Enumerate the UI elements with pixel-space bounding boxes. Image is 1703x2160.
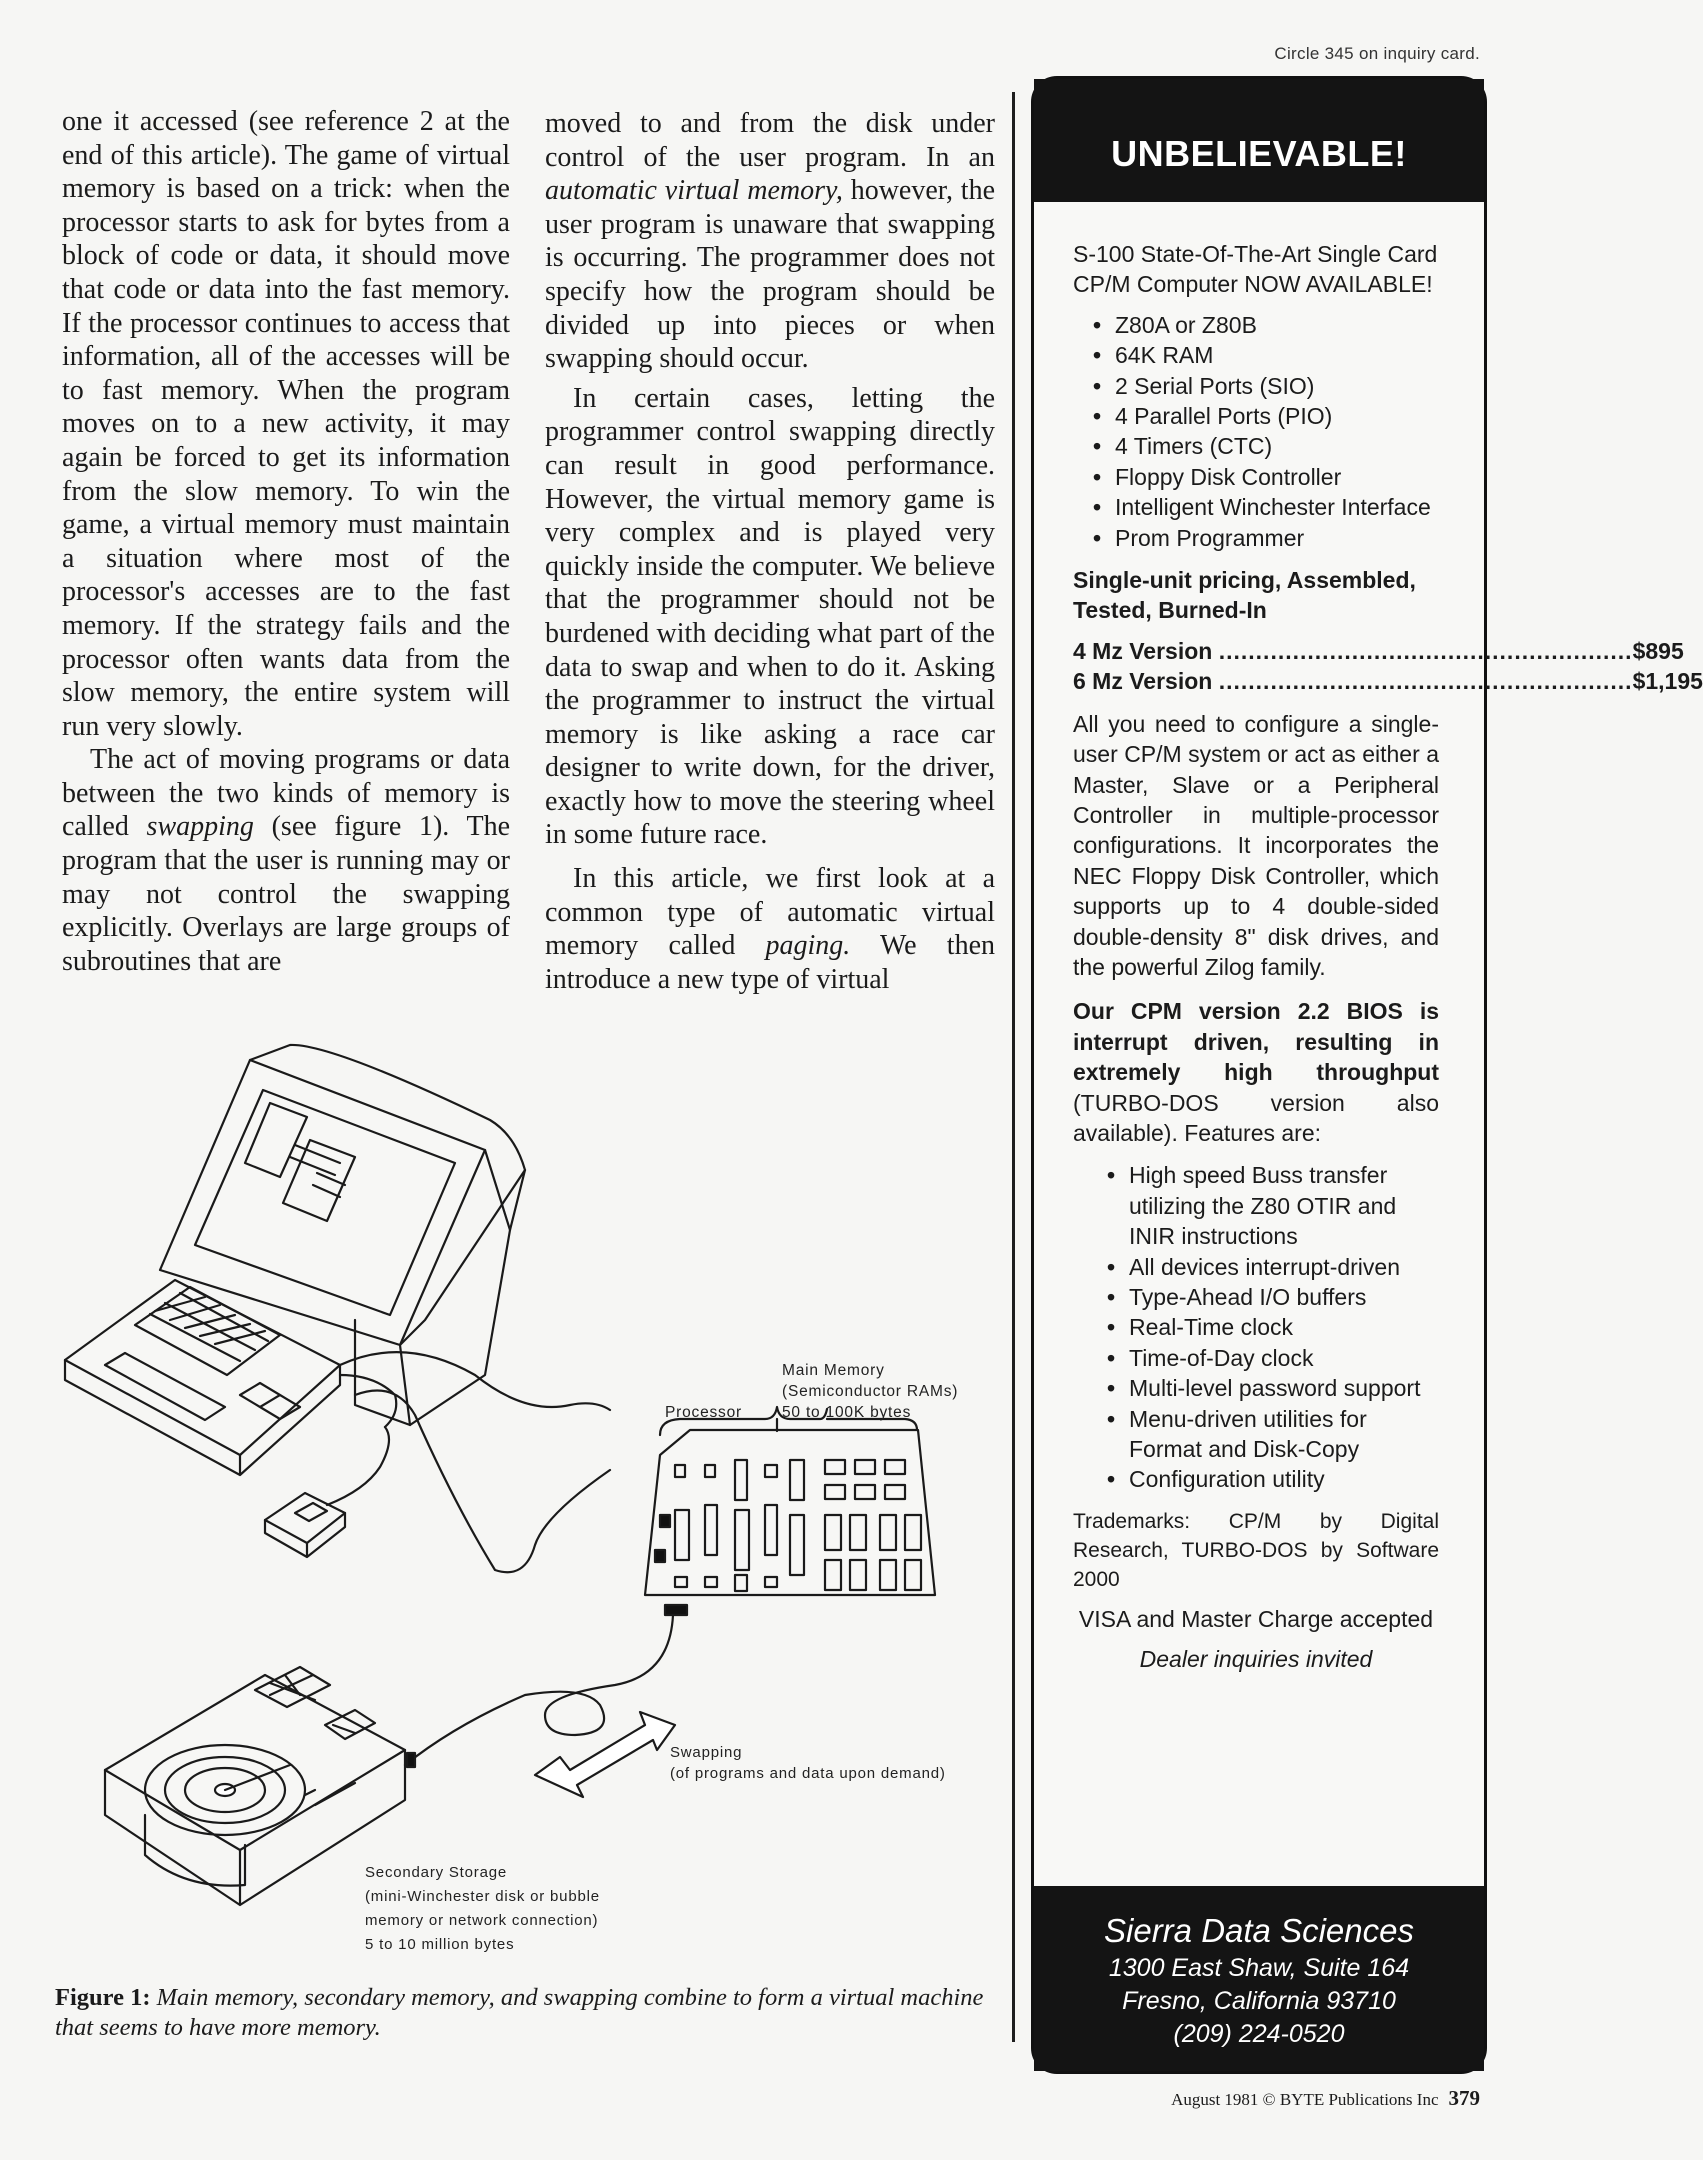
price-row (1073, 636, 1684, 666)
ad-bios-rest: (TURBO-DOS version also available). Features are: (1073, 1089, 1439, 1146)
company-name: Sierra Data Sciences (1104, 1912, 1414, 1949)
caption-label: Figure 1: (55, 1984, 151, 2011)
ad-feature-list (1073, 310, 1439, 553)
feature-item: • Multi-level password support (1107, 1373, 1439, 1403)
page-footer (1120, 2086, 1480, 2111)
feature-item: • Z80A or Z80B (1093, 310, 1439, 340)
ad-intro: S-100 State-Of-The-Art Single Card CP/M Computer NOW AVAILABLE! (1073, 241, 1438, 298)
ad-pricing-heading: Single-unit pricing, Assembled, Tested, Burned-In (1073, 567, 1416, 624)
secondary-storage-type-2: memory or network connection) (365, 1912, 599, 1929)
main-memory-board-icon (645, 1407, 935, 1615)
price-label: 6 Mz Version (1073, 668, 1219, 695)
article-column-2 (545, 107, 995, 996)
price-label: 4 Mz Version (1073, 637, 1219, 664)
swapping-arrow-icon (535, 1712, 675, 1797)
article-paragraph: In certain cases, letting the programmer control swapping directly can result in good performance. However, the virtual memory game is very complex and is played very quickly inside the computer. We believe that the programmer should not be burdened with deciding what part of the data to swap and when to do it. Asking the programmer to instruct the virtual memory is like asking a race car designer to write down, for the driver, exactly how to move the steering wheel in some future race. (545, 382, 995, 851)
processor-label: Processor (665, 1404, 742, 1421)
page-number: 379 (1448, 2086, 1480, 2110)
feature-item: • 2 Serial Ports (SIO) (1093, 371, 1439, 401)
main-memory-type: (Semiconductor RAMs) (782, 1383, 959, 1400)
figure-illustration (55, 1035, 1015, 1975)
feature-item: • Intelligent Winchester Interface (1093, 492, 1439, 522)
company-address-2: Fresno, California 93710 (1122, 1987, 1396, 2015)
secondary-storage-label: Secondary Storage (365, 1864, 508, 1881)
ad-headline: UNBELIEVABLE! (1034, 79, 1484, 202)
feature-item: • Real-Time clock (1107, 1312, 1439, 1342)
feature-item: • Configuration utility (1107, 1464, 1439, 1494)
feature-item: • Time-of-Day clock (1107, 1343, 1439, 1373)
text-run: moved to and from the disk under control of the user program. In an (545, 108, 995, 173)
company-phone: (209) 224-0520 (1173, 2020, 1345, 2048)
ad-footer (1034, 1886, 1484, 2071)
text-run: The act of moving programs or data between the two kinds of memory is called (62, 744, 510, 843)
secondary-storage-size: 5 to 10 million bytes (365, 1936, 515, 1953)
ad-description: All you need to configure a single-user CP/M system or act as either a Master, Slave or a Peripheral Controller in multiple-processor configurations. It incorporates the NEC Floppy Disk Controller, which supports up to 4 double-sided double-density 8" disk drives, and the powerful Zilog family. (1073, 710, 1439, 980)
main-memory-size: 50 to 100K bytes (782, 1404, 912, 1421)
feature-item: • Type-Ahead I/O buffers (1107, 1282, 1439, 1312)
figure-caption (55, 1983, 1005, 2043)
term-swapping: swapping (146, 811, 254, 843)
swapping-label: Swapping (670, 1744, 743, 1761)
article-paragraph (62, 743, 510, 978)
caption-text: Main memory, secondary memory, and swapping combine to form a virtual machine that seems to have more memory. (55, 1984, 984, 2041)
ad-bios (1073, 996, 1439, 1148)
ad-bios-feature-list (1073, 1160, 1439, 1494)
article-paragraph (545, 107, 995, 376)
ad-price-list (1073, 636, 1703, 697)
footer-text: August 1981 © BYTE Publications Inc (1171, 2090, 1439, 2109)
ad-bios-bold: Our CPM version 2.2 BIOS is interrupt driven, resulting in extremely high throughput (1073, 998, 1439, 1086)
secondary-storage-type: (mini-Winchester disk or bubble (365, 1888, 600, 1905)
figure-1 (55, 1035, 1015, 1975)
article-paragraph (545, 862, 995, 996)
term-paging: paging. (765, 930, 851, 962)
price-value: $1,195 (1632, 668, 1703, 695)
text-run: however, the user program is unaware that swapping is occurring. The programmer does not specify how the program should be divided up into pieces or when swapping should occur. (545, 175, 995, 375)
feature-item: • High speed Buss transfer utilizing the Z80 OTIR and INIR instructions (1107, 1160, 1439, 1251)
price-row (1073, 666, 1703, 696)
text-run: In this article, we first look at a common type of automatic virtual memory called (545, 863, 995, 962)
article-paragraph: one it accessed (see reference 2 at the end of this article). The game of virtual memory is based on a trick: when the processor starts to ask for bytes from a block of code or data, it should move that code or data into the fast memory. If the processor continues to access that information, all of the accesses will be to fast memory. When the program moves on to a new activity, it may again be forced to get its information from the slow memory. To win the game, a virtual memory must maintain a situation where most of the processor's accesses are to the fast memory. If the strategy fails and the processor often wants data from the slow memory, the entire system will run very slowly. (62, 106, 510, 742)
price-value: $895 (1632, 637, 1684, 664)
advertisement (1031, 76, 1703, 2074)
column-divider (1012, 92, 1015, 2042)
feature-item: • 64K RAM (1093, 340, 1439, 370)
price-leader: ........................................................ (1218, 637, 1633, 664)
swapping-description: (of programs and data upon demand) (670, 1765, 946, 1782)
ad-dealer: Dealer inquiries invited (1139, 1646, 1373, 1673)
feature-item: • All devices interrupt-driven (1107, 1252, 1439, 1282)
price-leader: ........................................................ (1218, 668, 1633, 695)
ad-body (1073, 239, 1703, 1685)
company-address-1: 1300 East Shaw, Suite 164 (1108, 1954, 1410, 1982)
text-run: We then introduce a new type of virtual (545, 930, 995, 995)
ad-trademarks: Trademarks: CP/M by Digital Research, TURBO-DOS by Software 2000 (1073, 1509, 1439, 1591)
main-memory-label: Main Memory (782, 1362, 885, 1379)
feature-item: • Floppy Disk Controller (1093, 462, 1439, 492)
feature-item: • Prom Programmer (1093, 523, 1439, 553)
pointing-device-icon (265, 1427, 389, 1557)
feature-item: • 4 Timers (CTC) (1093, 431, 1439, 461)
article-column-1 (62, 105, 510, 978)
feature-item: • Menu-driven utilities for Format and Disk-Copy (1107, 1404, 1439, 1465)
feature-item: • 4 Parallel Ports (PIO) (1093, 401, 1439, 431)
ad-payment: VISA and Master Charge accepted (1078, 1605, 1434, 1632)
inquiry-note: Circle 345 on inquiry card. (1274, 44, 1480, 63)
term-automatic-virtual-memory: automatic virtual memory, (545, 175, 843, 207)
text-run: (see figure 1). The program that the user is running may or may not control the swapping explicitly. Overlays are large groups of subroutines that are (62, 811, 510, 977)
